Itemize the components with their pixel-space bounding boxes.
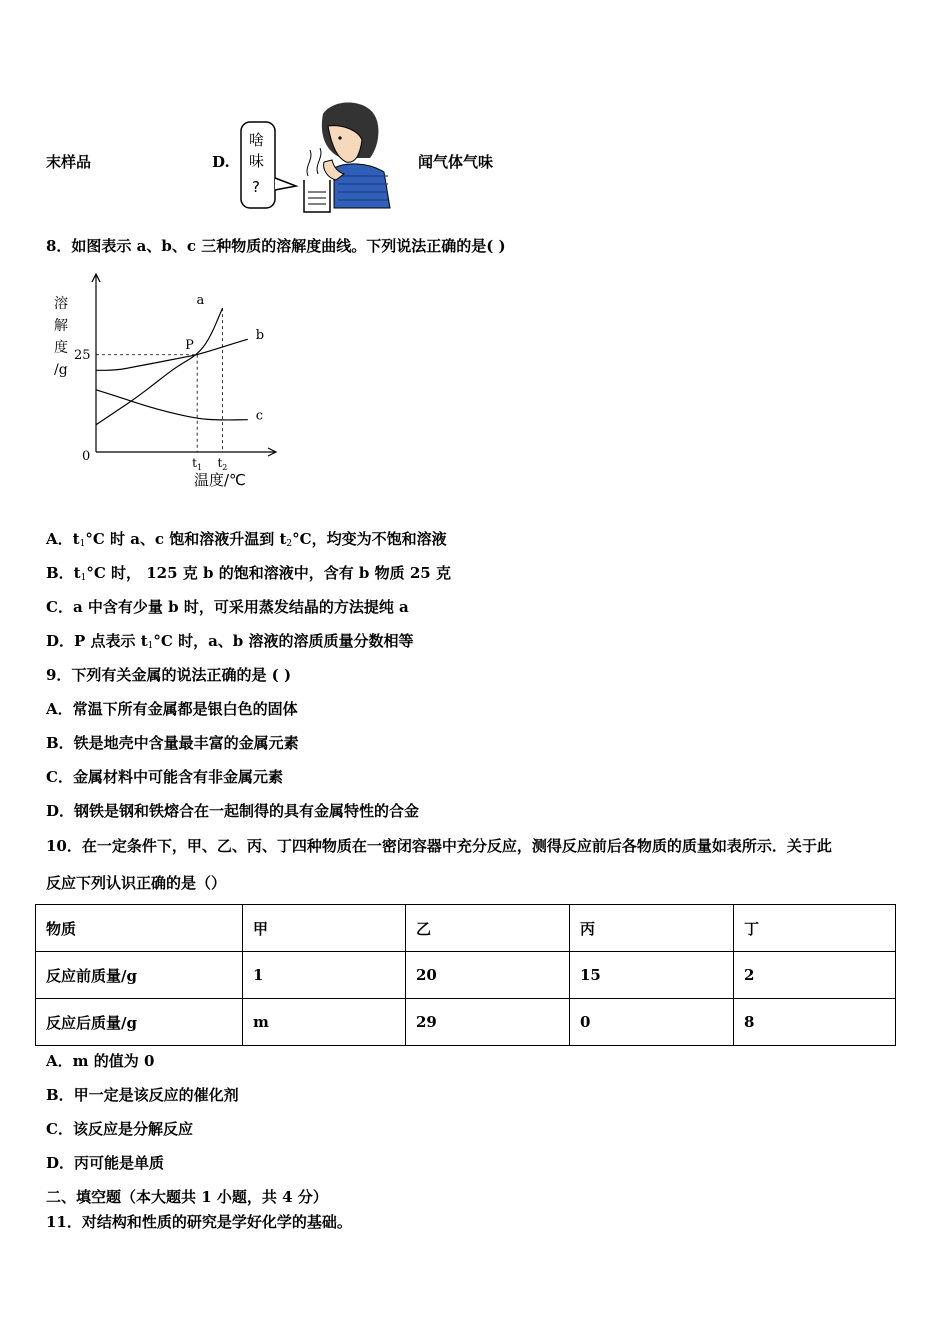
series-line-c (96, 390, 248, 420)
q10-mass-table (35, 904, 896, 1046)
q9-option-b: B．铁是地壳中含量最丰富的金属元素 (46, 734, 299, 752)
bubble-char-2: 味 (249, 152, 265, 170)
x-tick-label: $t_1$ (192, 456, 203, 472)
bubble-char-3: ? (252, 178, 260, 196)
q10-question-line1: 10．在一定条件下，甲、乙、丙、丁四种物质在一密闭容器中充分反应，测得反应前后各物质的质量如表所示．关于此 (46, 837, 832, 855)
table-cell: m (243, 999, 406, 1046)
table-header-row (36, 905, 896, 952)
smelling-gas-illustration (238, 100, 398, 218)
bubble-char-1: 啥 (249, 131, 265, 149)
section2-heading: 二、填空题（本大题共 1 小题，共 4 分） (46, 1188, 328, 1206)
y-tick-label: 25 (74, 347, 91, 363)
table-cell: 0 (570, 999, 734, 1046)
y-axis-label-char: 溶 (54, 296, 68, 312)
q8-question: 8．如图表示 a、b、c 三种物质的溶解度曲线。下列说法正确的是( ) (46, 237, 506, 255)
q9-option-d: D．钢铁是钢和铁熔合在一起制得的具有金属特性的合金 (46, 802, 420, 820)
table-cell: 8 (734, 999, 896, 1046)
q8-option-a: A．$t_1^\circ C$ 时 a、c 饱和溶液升温到 $t_2^\circ C$，均变为不饱和溶液 (46, 530, 447, 549)
table-cell: 甲 (243, 905, 406, 952)
table-cell: 物质 (36, 905, 243, 952)
table-cell: 丙 (570, 905, 734, 952)
series-label-b: b (255, 328, 265, 344)
table-cell: 29 (406, 999, 570, 1046)
q10-option-c: C．该反应是分解反应 (46, 1120, 193, 1138)
series-line-b (96, 339, 248, 370)
table-cell: 20 (406, 952, 570, 999)
previous-option-c-tail: 末样品 (46, 153, 92, 171)
x-tick-label: $t_2$ (217, 456, 228, 472)
q8-option-b: B．$t_1^\circ C$ 时， 125 克 b 的饱和溶液中，含有 b 物质 25 克 (46, 564, 451, 583)
table-cell: 反应前质量/g (36, 952, 243, 999)
q10-option-a: A．m 的值为 0 (46, 1052, 155, 1070)
table-row (36, 952, 896, 999)
table-cell: 丁 (734, 905, 896, 952)
table-cell: 2 (734, 952, 896, 999)
q8-option-c: C．a 中含有少量 b 时，可采用蒸发结晶的方法提纯 a (46, 598, 409, 616)
table-row (36, 999, 896, 1046)
q11-question: 11．对结构和性质的研究是学好化学的基础。 (46, 1213, 352, 1231)
q9-option-c: C．金属材料中可能含有非金属元素 (46, 768, 283, 786)
series-line-a (96, 308, 223, 425)
series-label-a: a (196, 293, 205, 309)
point-p-label: P (185, 337, 194, 353)
q8-option-d: D．P 点表示 $t_1^\circ C$ 时，a、b 溶液的溶质质量分数相等 (46, 632, 414, 651)
q10-option-b: B．甲一定是该反应的催化剂 (46, 1086, 239, 1104)
x-axis-label: 温度/℃ (194, 471, 246, 489)
q10-option-d: D．丙可能是单质 (46, 1154, 165, 1172)
table-cell: 反应后质量/g (36, 999, 243, 1046)
y-axis-label-char: /g (54, 362, 68, 378)
table-cell: 乙 (406, 905, 570, 952)
origin-label: 0 (82, 449, 91, 464)
y-axis-label-char: 度 (54, 340, 68, 356)
y-axis-label-char: 解 (54, 318, 68, 334)
option-d-text: 闻气体气味 (418, 153, 494, 171)
solubility-chart (46, 270, 286, 492)
x-axis (96, 448, 276, 456)
y-axis (92, 274, 100, 452)
q9-option-a: A．常温下所有金属都是银白色的固体 (46, 700, 298, 718)
option-d-label: D. (212, 153, 230, 171)
q10-question-line2: 反应下列认识正确的是（） (46, 874, 227, 892)
table-cell: 1 (243, 952, 406, 999)
series-label-c: c (255, 408, 264, 424)
q9-question: 9．下列有关金属的说法正确的是 ( ) (46, 666, 292, 684)
table-cell: 15 (570, 952, 734, 999)
